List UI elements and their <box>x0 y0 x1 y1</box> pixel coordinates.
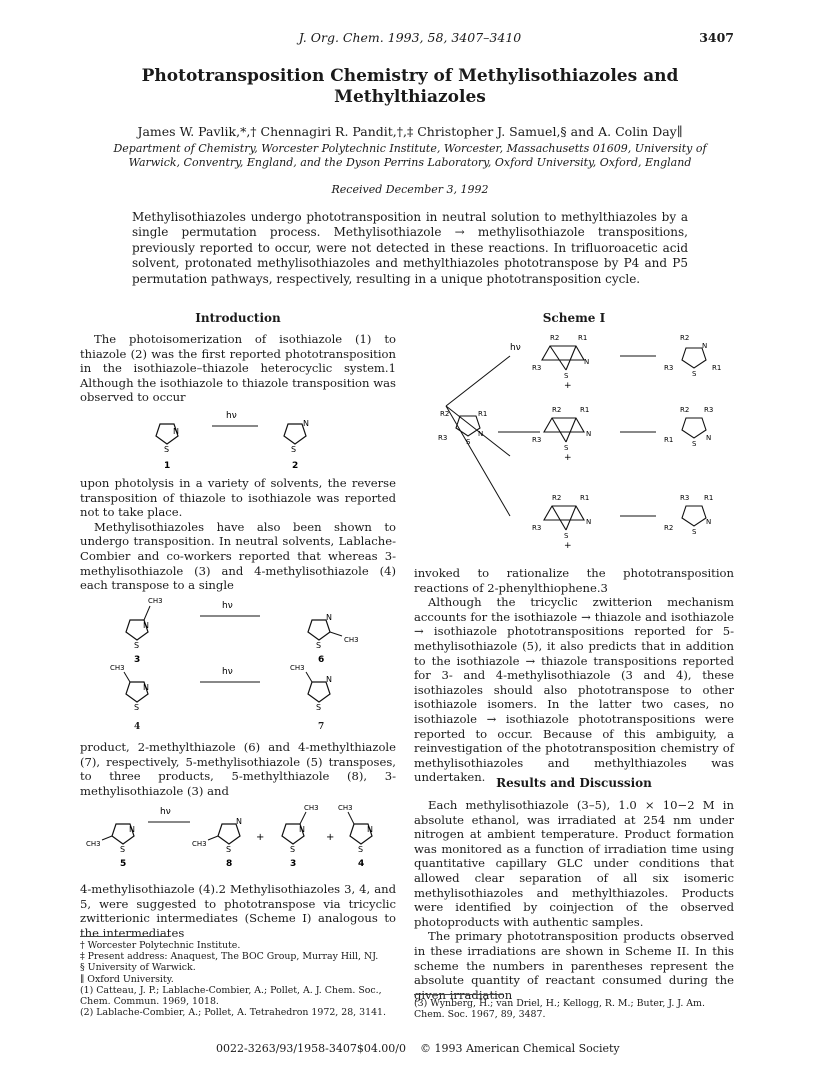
svg-text:R2: R2 <box>552 494 562 502</box>
svg-text:hν: hν <box>226 411 237 421</box>
svg-text:R2: R2 <box>552 406 562 414</box>
svg-text:N: N <box>143 683 149 692</box>
right-footnote: (3) Wynberg, H.; van Driel, H.; Kellogg, R. M.; Buter, J. J. Am. Chem. Soc. 1967, 89, 3487. <box>414 998 705 1021</box>
svg-text:1: 1 <box>164 461 171 471</box>
svg-text:+: + <box>256 832 265 843</box>
svg-text:4: 4 <box>358 859 365 869</box>
left-footnotes: † Worcester Polytechnic Institute. ‡ Present address: Anaquest, The BOC Group, Murray Hill, NJ. § University of Warwick. ∥ Oxford University. (1) Catteau, J. P.; Lablache-Combier, A.; Pollet, A. J. Chem. Soc., Chem. Commun. 1969, 1018. (2) Lablache-Combier, A.; Pollet, A. Tetrahedron 1972, 28, 3141. <box>80 940 386 1019</box>
svg-text:CH3: CH3 <box>290 664 305 672</box>
svg-text:CH3: CH3 <box>110 664 125 672</box>
svg-text:2: 2 <box>292 461 299 471</box>
svg-text:R3: R3 <box>532 364 542 372</box>
svg-text:R2: R2 <box>664 524 674 532</box>
svg-text:N: N <box>129 825 135 834</box>
svg-text:CH3: CH3 <box>304 804 319 812</box>
svg-text:R3: R3 <box>532 524 542 532</box>
copyright: © 1993 American Chemical Society <box>420 1042 620 1055</box>
svg-text:R1: R1 <box>578 334 588 342</box>
intro-paragraphs-2-3: upon photolysis in a variety of solvents, the reverse transposition of thiazole to isothiazole was reported not to take place. Methylisothiazoles have also been shown to undergo transposition. In neutral solvents, Lablache-Combier and co-workers reported that whereas 3-methylisothiazole (3) and 4-methylisothiazole (4) each transpose to a single <box>80 476 396 593</box>
svg-text:S: S <box>692 440 697 448</box>
right-footnote-divider <box>414 994 504 995</box>
svg-text:N: N <box>478 430 484 438</box>
svg-text:R2: R2 <box>440 410 450 418</box>
svg-text:R1: R1 <box>704 494 714 502</box>
svg-text:+: + <box>564 381 572 391</box>
svg-text:R3: R3 <box>680 494 690 502</box>
running-header <box>0 30 820 46</box>
results-heading: Results and Discussion <box>496 776 652 790</box>
right-paragraphs-1-2: invoked to rationalize the phototransposition reactions of 2-phenylthiophene.3 Although the tricyclic zwitterion mechanism accounts for the isothiazole → thiazole and isothiazole → isothiazole phototranspositions reported for 5-methylisothiazole (5), it also predicts that in addition to the isothiazole → thiazole transpositions reported for 3- and 4-methylisothiazole (3 and 4), these isothiazoles should also phototranspose to other isothiazole isomers. In the latter two cases, no isothiazole → isothiazole phototranspositions were reported to occur. Because of this ambiguity, a reinvestigation of the phototransposition chemistry of methylisothiazoles and methylthiazoles was undertaken. <box>414 566 734 785</box>
results-paragraphs: Each methylisothiazole (3–5), 1.0 × 10−2 M in absolute ethanol, was irradiated at 254 nm under nitrogen at ambient temperature. Product formation was monitored as a function of irradiation time using quantitative capillary GLC under conditions that allowed clear separation of all six isomeric methylisothiazoles and methylthiazoles. Products were identified by coinjection of the observed photoproducts with authentic samples. The primary phototransposition products observed in these irradiations are shown in Scheme II. In this scheme the numbers in parentheses represent the absolute quantity of reactant consumed during the given irradiation <box>414 798 734 1002</box>
affiliations: Department of Chemistry, Worcester Polytechnic Institute, Worcester, Massachusetts 01609, University of Warwick, Conventry, England, and the Dyson Perrins Laboratory, Oxford University, Oxford, England <box>113 142 707 169</box>
svg-text:R3: R3 <box>664 364 674 372</box>
svg-text:S: S <box>692 370 697 378</box>
svg-text:S: S <box>316 641 322 650</box>
article-code: 0022-3263/93/1958-3407$04.00/0 <box>216 1042 407 1055</box>
svg-text:N: N <box>143 621 149 630</box>
svg-text:N: N <box>706 434 712 442</box>
svg-text:S: S <box>120 845 126 854</box>
svg-text:R2: R2 <box>550 334 560 342</box>
svg-text:hν: hν <box>222 601 233 611</box>
scheme-5-methylisothiazole <box>86 800 396 872</box>
scheme-isothiazole-to-thiazole <box>140 404 340 474</box>
scheme-methylisothiazoles-3-4 <box>100 590 390 720</box>
compound-label-7: 7 <box>318 722 325 732</box>
svg-text:R1: R1 <box>478 410 488 418</box>
svg-text:S: S <box>226 845 232 854</box>
journal-citation: J. Org. Chem. 1993, 58, 3407–3410 <box>298 30 522 45</box>
svg-text:S: S <box>564 372 569 380</box>
svg-text:S: S <box>164 445 170 454</box>
svg-text:S: S <box>291 445 297 454</box>
svg-text:CH3: CH3 <box>192 840 207 848</box>
svg-text:5: 5 <box>120 859 127 869</box>
svg-text:+: + <box>326 832 335 843</box>
svg-text:hν: hν <box>222 667 233 677</box>
svg-text:N: N <box>326 675 332 684</box>
svg-text:N: N <box>584 358 590 366</box>
svg-text:N: N <box>586 518 592 526</box>
svg-text:S: S <box>466 438 471 446</box>
intro-paragraph-1: The photoisomerization of isothiazole (1) to thiazole (2) was the first reported phototransposition in the isothiazole–thiazole heterocyclic system.1 Although the isothiazole to thiazole transposition was observed to occur <box>80 332 396 405</box>
svg-text:R1: R1 <box>580 406 590 414</box>
svg-text:R3: R3 <box>532 436 542 444</box>
svg-text:N: N <box>326 613 332 622</box>
svg-text:CH3: CH3 <box>86 840 101 848</box>
svg-text:R1: R1 <box>664 436 674 444</box>
received-date: Received December 3, 1992 <box>331 183 489 196</box>
svg-text:hν: hν <box>160 807 171 817</box>
svg-text:+: + <box>564 541 572 551</box>
svg-text:CH3: CH3 <box>338 804 353 812</box>
svg-text:N: N <box>173 427 179 436</box>
footnote-divider <box>80 936 170 937</box>
svg-text:S: S <box>692 528 697 536</box>
svg-text:S: S <box>564 532 569 540</box>
svg-text:6: 6 <box>318 655 325 665</box>
svg-text:S: S <box>290 845 296 854</box>
intro-paragraph-4: product, 2-methylthiazole (6) and 4-methylthiazole (7), respectively, 5-methylisothiazole (5) transposes, to three products, 5-methylthiazole (8), 3-methylisothiazole (3) and <box>80 740 396 798</box>
svg-text:3: 3 <box>134 655 141 665</box>
svg-text:+: + <box>564 453 572 463</box>
page-number: 3407 <box>699 30 734 45</box>
svg-text:R3: R3 <box>704 406 714 414</box>
svg-text:S: S <box>134 703 140 712</box>
scheme-i-heading: Scheme I <box>542 311 606 325</box>
author-list: James W. Pavlik,*,† Chennagiri R. Pandit,†,‡ Christopher J. Samuel,§ and A. Colin Day∥ <box>137 124 683 139</box>
svg-text:N: N <box>236 817 242 826</box>
svg-text:R2: R2 <box>680 406 690 414</box>
svg-text:N: N <box>706 518 712 526</box>
svg-text:N: N <box>367 825 373 834</box>
svg-text:N: N <box>586 430 592 438</box>
svg-text:R2: R2 <box>680 334 690 342</box>
svg-text:S: S <box>358 845 364 854</box>
svg-text:S: S <box>134 641 140 650</box>
svg-text:S: S <box>316 703 322 712</box>
abstract: Methylisothiazoles undergo phototransposition in neutral solution to methylthiazoles by a single permutation process. Methylisothiazole → methylisothiazole transpositions, previously reported to occur, were not detected in these reactions. In trifluoroacetic acid solvent, protonated methylisothiazoles and methylthiazoles phototranspose by P4 and P5 permutation pathways, respectively, resulting in a unique phototransposition cycle. <box>132 210 688 286</box>
svg-text:R3: R3 <box>438 434 448 442</box>
svg-text:R1: R1 <box>712 364 722 372</box>
article-title: Phototransposition Chemistry of Methylisothiazoles and Methylthiazoles <box>141 66 679 107</box>
svg-text:8: 8 <box>226 859 233 869</box>
introduction-heading: Introduction <box>195 311 281 325</box>
svg-text:hν: hν <box>510 343 521 353</box>
compound-label-4: 4 <box>134 722 141 732</box>
svg-text:CH3: CH3 <box>148 597 163 605</box>
svg-text:3: 3 <box>290 859 297 869</box>
svg-text:S: S <box>564 444 569 452</box>
scheme-i-tricyclic-intermediates <box>440 326 730 562</box>
svg-text:N: N <box>303 419 309 428</box>
svg-text:CH3: CH3 <box>344 636 359 644</box>
intro-paragraph-5: 4-methylisothiazole (4).2 Methylisothiazoles 3, 4, and 5, were suggested to phototranspose via tricyclic zwitterionic intermediates (Scheme I) analogous to the intermediates <box>80 882 396 940</box>
svg-text:N: N <box>299 825 305 834</box>
svg-text:N: N <box>702 342 708 350</box>
svg-text:R1: R1 <box>580 494 590 502</box>
